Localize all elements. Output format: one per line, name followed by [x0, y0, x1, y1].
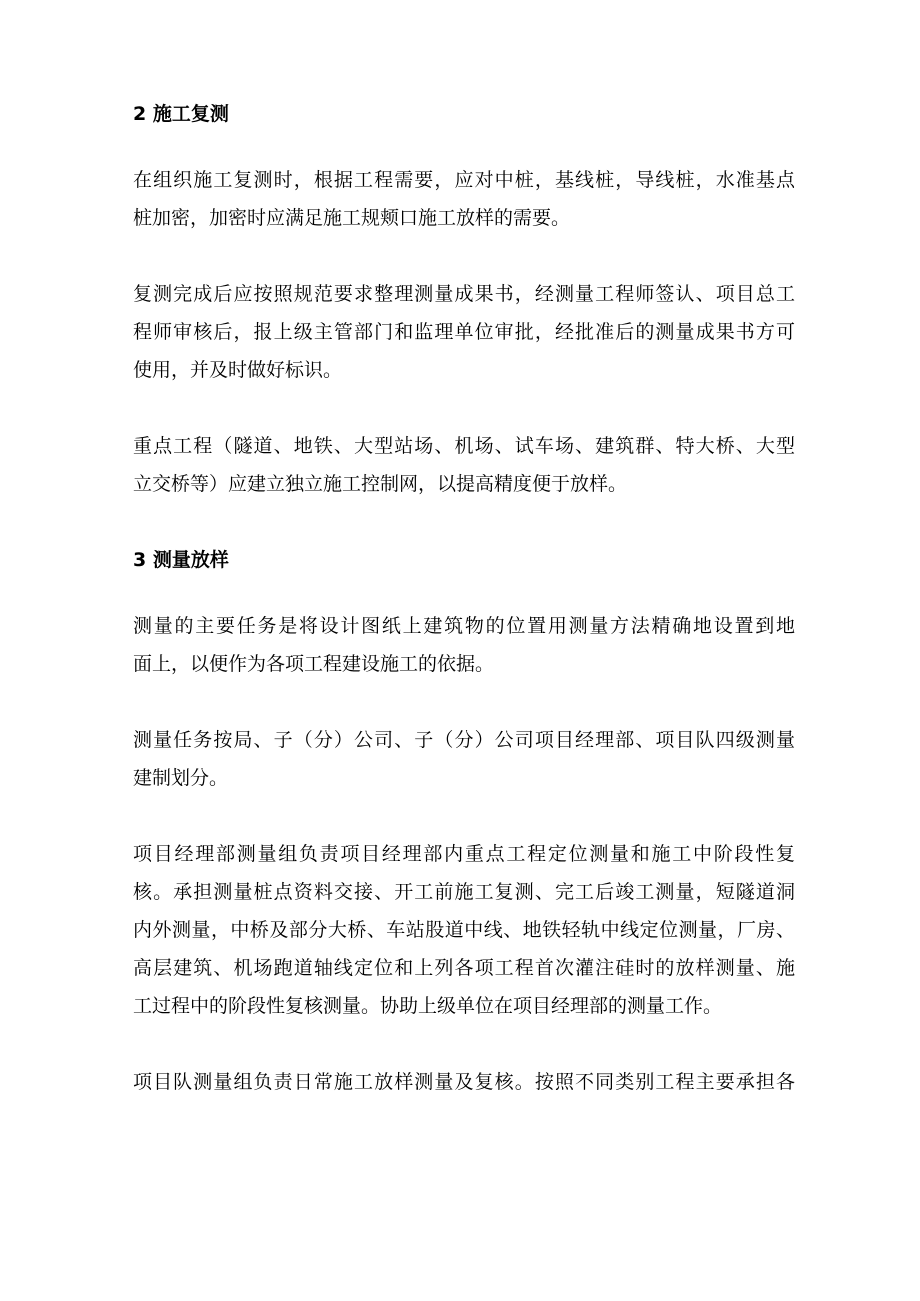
text-line: 程师审核后，报上级主管部门和监理单位审批，经批准后的测量成果书方可: [133, 321, 795, 343]
paragraph: [133, 721, 795, 797]
text-line: 使用，并及时做好标识。: [133, 359, 343, 381]
text-line: 在组织施工复测时，根据工程需要，应对中桩，基线桩，导线桩，水准基点: [133, 169, 795, 191]
text-line: 项目队测量组负责日常施工放样测量及复核。按照不同类别工程主要承担各: [133, 1071, 795, 1093]
text-line: 立交桥等）应建立独立施工控制网，以提高精度便于放样。: [133, 473, 628, 495]
section-heading-3: 3 测量放样: [133, 549, 229, 571]
paragraph: [133, 275, 795, 389]
text-line: 内外测量，中桥及部分大桥、车站股道中线、地铁轻轨中线定位测量，厂房、: [133, 919, 795, 941]
text-line: 高层建筑、机场跑道轴线定位和上列各项工程首次灌注硅时的放样测量、施: [133, 957, 795, 979]
paragraph: [133, 1063, 795, 1101]
paragraph: [133, 835, 795, 1025]
text-line: 核。承担测量桩点资料交接、开工前施工复测、完工后竣工测量，短隧道洞: [133, 881, 795, 903]
section-heading-2: 2 施工复测: [133, 103, 229, 125]
text-line: 桩加密，加密时应满足施工规颊口施工放样的需要。: [133, 207, 571, 229]
text-line: 面上，以便作为各项工程建设施工的依据。: [133, 653, 495, 675]
text-line: 工过程中的阶段性复核测量。协助上级单位在项目经理部的测量工作。: [133, 995, 723, 1017]
text-line: 重点工程（隧道、地铁、大型站场、机场、试车场、建筑群、特大桥、大型: [133, 435, 795, 457]
text-line: 复测完成后应按照规范要求整理测量成果书，经测量工程师签认、项目总工: [133, 283, 795, 305]
paragraph: [133, 161, 795, 237]
text-line: 建制划分。: [133, 767, 229, 789]
document-body: [133, 95, 795, 1139]
text-line: 测量的主要任务是将设计图纸上建筑物的位置用测量方法精确地设置到地: [133, 615, 795, 637]
text-line: 测量任务按局、子（分）公司、子（分）公司项目经理部、项目队四级测量: [133, 729, 795, 751]
text-line: 项目经理部测量组负责项目经理部内重点工程定位测量和施工中阶段性复: [133, 843, 795, 865]
paragraph: [133, 427, 795, 503]
paragraph: [133, 607, 795, 683]
